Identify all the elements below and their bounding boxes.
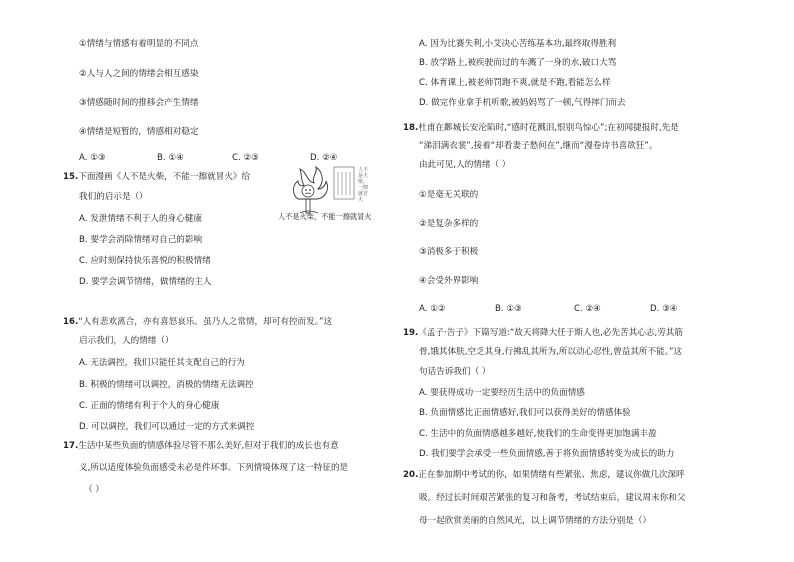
q19-option-d: D. 我们要学会承受一些负面情感,善于将负面情感转变为成长的助力 [419,449,675,459]
q18-option-b: B. ①③ [495,304,522,314]
q15-option-a: A. 发泄情绪不利于人的身心健康 [79,214,202,224]
q14-item-3: ③情感随时间的推移会产生情绪 [79,98,199,108]
q14-item-1: ①情绪与情感有着明显的不同点 [79,39,199,49]
q17-number: 17. [63,441,79,451]
q16-stem-line1 [63,316,332,328]
q14-item-4: ④情绪是短暂的，情感相对稳定 [79,127,199,137]
q20-number: 20. [403,470,419,480]
q15-option-d: D. 要学会调节情绪，做情绪的主人 [79,277,212,287]
q18-item-3: ③消极多于积极 [419,247,479,257]
q20-stem-line1 [403,469,685,481]
q18-text-1: 杜甫在鄜城长安沦陷时,“感时花溅泪,恨别鸟惊心”;在初闻捷报时,先是 [418,123,679,133]
q20-text-1: 正在参加期中考试的你，如果情绪有些紧张、焦虑，建议你做几次深呼 [418,470,685,480]
q19-stem-line2: 骨,饿其体肤,空乏其身,行拂乱其所为,所以动心忍性,曾益其所不能。”这 [419,347,683,357]
q16-option-a: A. 无法调控，我们只能任其支配自己的行为 [79,358,245,368]
q14-option-d: D. ②④ [310,153,338,163]
q15-cartoon-note: 人不是火柴，一擦就冒火 [358,167,369,203]
q16-text-1: “人有悲欢离合，亦有喜怒哀乐。虽乃人之常情，却可有控而发。”这 [78,317,333,327]
q19-stem-line1 [403,327,683,339]
q18-option-d: D. ③④ [650,304,678,314]
q14-option-c: C. ②③ [232,153,259,163]
q19-number: 19. [403,328,419,338]
q18-option-a: A. ①② [419,304,446,314]
q18-item-2: ②是复杂多样的 [419,219,479,229]
q20-stem-line2: 吸。经过长时间艰苦紧张的复习和备考，考试结束后，建议周末你和父 [419,493,686,503]
q15-option-b: B. 要学会消除情绪对自己的影响 [79,235,203,245]
q17-text-1: 生活中某些负面的情感体验尽管不那么美好,但对于我们的成长也有意 [78,441,339,451]
q17-stem-line1 [63,440,339,452]
q18-item-4: ④会受外界影响 [419,276,479,286]
q18-option-c: C. ②④ [574,304,601,314]
q16-stem-line2: 启示我们，人的情绪（） [79,336,174,346]
q19-text-1: 《孟子·告子》下篇写道:“故天将降大任于斯人也,必先苦其心志,劳其筋 [418,328,683,338]
q15-text-1: 下面漫画《人不是火柴，不能一擦就冒火》给 [78,172,251,182]
q18-stem-line1 [403,122,679,134]
q20-stem-line3: 母一起欣赏美丽的自然风光，以上调节情绪的方法分别是（） [419,516,652,526]
q15-stem-line1 [63,171,250,183]
q19-option-a: A. 要获得成功一定要经历生活中的负面情感 [419,388,585,398]
q17-stem-line2: 义,所以适度体验负面感受未必是件坏事。下列情境体现了这一特征的是 [79,463,349,473]
q19-stem-line3: 句话告诉我们（ ） [419,367,491,377]
q18-stem-line2: “涕泪满衣裳”,接着“却看妻子愁何在”,继而“漫卷诗书喜欲狂”。 [419,141,658,151]
q18-options [419,303,678,315]
q15-number: 15. [63,172,79,182]
q18-item-1: ①是毫无关联的 [419,190,479,200]
q16-option-d: D. 可以调控，我们可以通过一定的方式来调控 [79,422,255,432]
q16-number: 16. [63,317,79,327]
q15-option-c: C. 应时刻保持快乐喜悦的积极情绪 [79,256,211,266]
q17-option-d: D. 做完作业拿手机听歌,被妈妈骂了一顿,气得摔门而去 [419,98,626,108]
q17-option-a: A. 因为比赛失利,小艾决心苦练基本功,最终取得胜利 [419,39,617,49]
q15-cartoon-caption: 人不是火柴，不能一擦就冒火 [278,212,372,221]
q15-cartoon [278,163,392,227]
q19-option-b: B. 负面情感比正面情感好,我们可以获得美好的情感体验 [419,408,631,418]
q14-item-2: ②人与人之间的情绪会相互感染 [79,69,199,79]
q16-option-c: C. 正面的情绪有利于个人的身心健康 [79,401,220,411]
q17-option-b: B. 放学路上,被疾驶而过的车溅了一身的水,破口大骂 [419,58,617,68]
q17-stem-line3: （ ） [84,485,104,495]
q14-option-a: A. ①③ [79,153,106,163]
q17-option-c: C. 体育课上,被老师罚跑不爽,就是不跑,看能怎么样 [419,78,611,88]
q18-stem-line3: 由此可见,人的情绪（ ） [419,160,511,170]
q19-option-c: C. 生活中的负面情感越多越好,使我们的生命变得更加饱满丰盈 [419,429,657,439]
q14-option-b: B. ①④ [157,153,184,163]
q16-option-b: B. 积极的情绪可以调控，消极的情绪无法调控 [79,380,254,390]
q15-stem-line2: 我们的启示是（） [79,192,148,202]
q18-number: 18. [403,123,419,133]
